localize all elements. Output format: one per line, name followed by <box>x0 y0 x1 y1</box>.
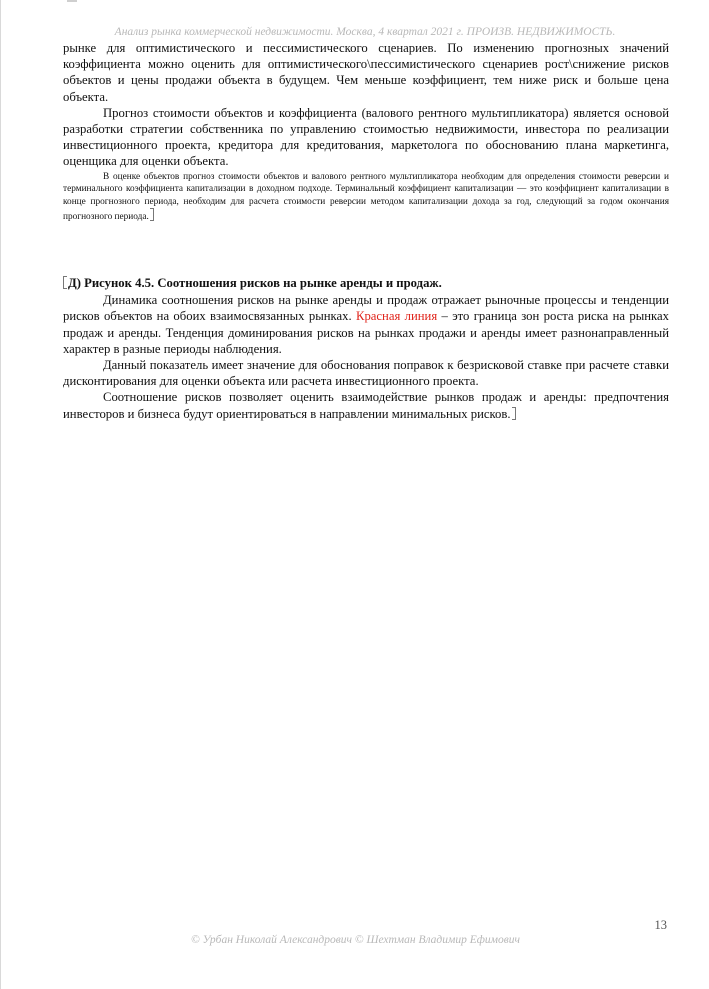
paragraph-note <box>63 171 669 224</box>
figure-title-text: Д) Рисунок 4.5. Соотношения рисков на рынке аренды и продаж. <box>68 276 442 290</box>
paragraph-start-marker <box>63 276 67 289</box>
paragraph-interaction <box>63 389 669 421</box>
paragraph-indicator: Данный показатель имеет значение для обоснования поправок к безрисковой ставке при расчете ставки дисконтирования для оценки объекта или расчета инвестиционного проекта. <box>63 358 669 389</box>
section-forecast <box>63 40 669 224</box>
paragraph-dynamics <box>63 292 669 357</box>
dynamics-text-end: – это граница зон роста риска на рынках продаж и аренды. Тенденция доминирования рисков на рынках продажи и аренды имеет разнонаправленный характер в разные периоды наблюдения. <box>63 309 669 356</box>
paragraph-forecast: Прогноз стоимости объектов и коэффициента (валового рентного мультипликатора) является основой разработки стратегии собственника по управлению стоимостью недвижимости, инвестора по реализации инвестиционного проекта, кредитора для кредитования, маркетолога по обоснованию плана маркетинга, оценщика для оценки объекта. <box>63 105 669 169</box>
interaction-text: Соотношение рисков позволяет оценить взаимодействие рынков продаж и аренды: предпочтения инвесторов и бизнеса будут ориентироваться в направлении минимальных рисков. <box>63 390 669 421</box>
paragraph-end-marker <box>512 407 516 420</box>
red-line-term: Красная линия <box>355 309 438 324</box>
copyright-footer: © Урбан Николай Александрович © Шехтман Владимир Ефимович <box>191 934 520 946</box>
paragraph-scenarios: рынке для оптимистического и пессимистического сценариев. По изменению прогнозных значений коэффициента можно оценить для оптимистического\пессимистического сценариев рост\снижение рисков объектов и цены продажи объекта в будущем. Чем меньше коэффициент, тем ниже риск и больше цена объекта. <box>63 41 669 104</box>
page-number: 13 <box>654 918 667 932</box>
running-header: Анализ рынка коммерческой недвижимости. Москва, 4 квартал 2021 г. ПРОИЗВ. НЕДВИЖИМОСТЬ. <box>114 26 616 38</box>
page-top-marker <box>67 0 77 2</box>
dynamics-text-start: Динамика соотношения рисков на рынке аренды и продаж отражает рыночные процессы и тенденции рисков объектов на обоих взаимосвязанных рынках. <box>63 293 669 324</box>
note-text: В оценке объектов прогноз стоимости объектов и валового рентного мультипликатора необходим для определения стоимости реверсии и терминального коэффициента капитализации в доходном подходе. Терминальный коэффициент капитализации — это коэффициент капитализации в конце прогнозного периода, необходим для расчета стоимости реверсии методом капитализации дохода за год, следующий за годом окончания прогнозного периода. <box>63 171 669 223</box>
section-risk-ratio <box>63 275 669 422</box>
paragraph-end-marker <box>150 208 154 221</box>
figure-title <box>63 275 669 291</box>
